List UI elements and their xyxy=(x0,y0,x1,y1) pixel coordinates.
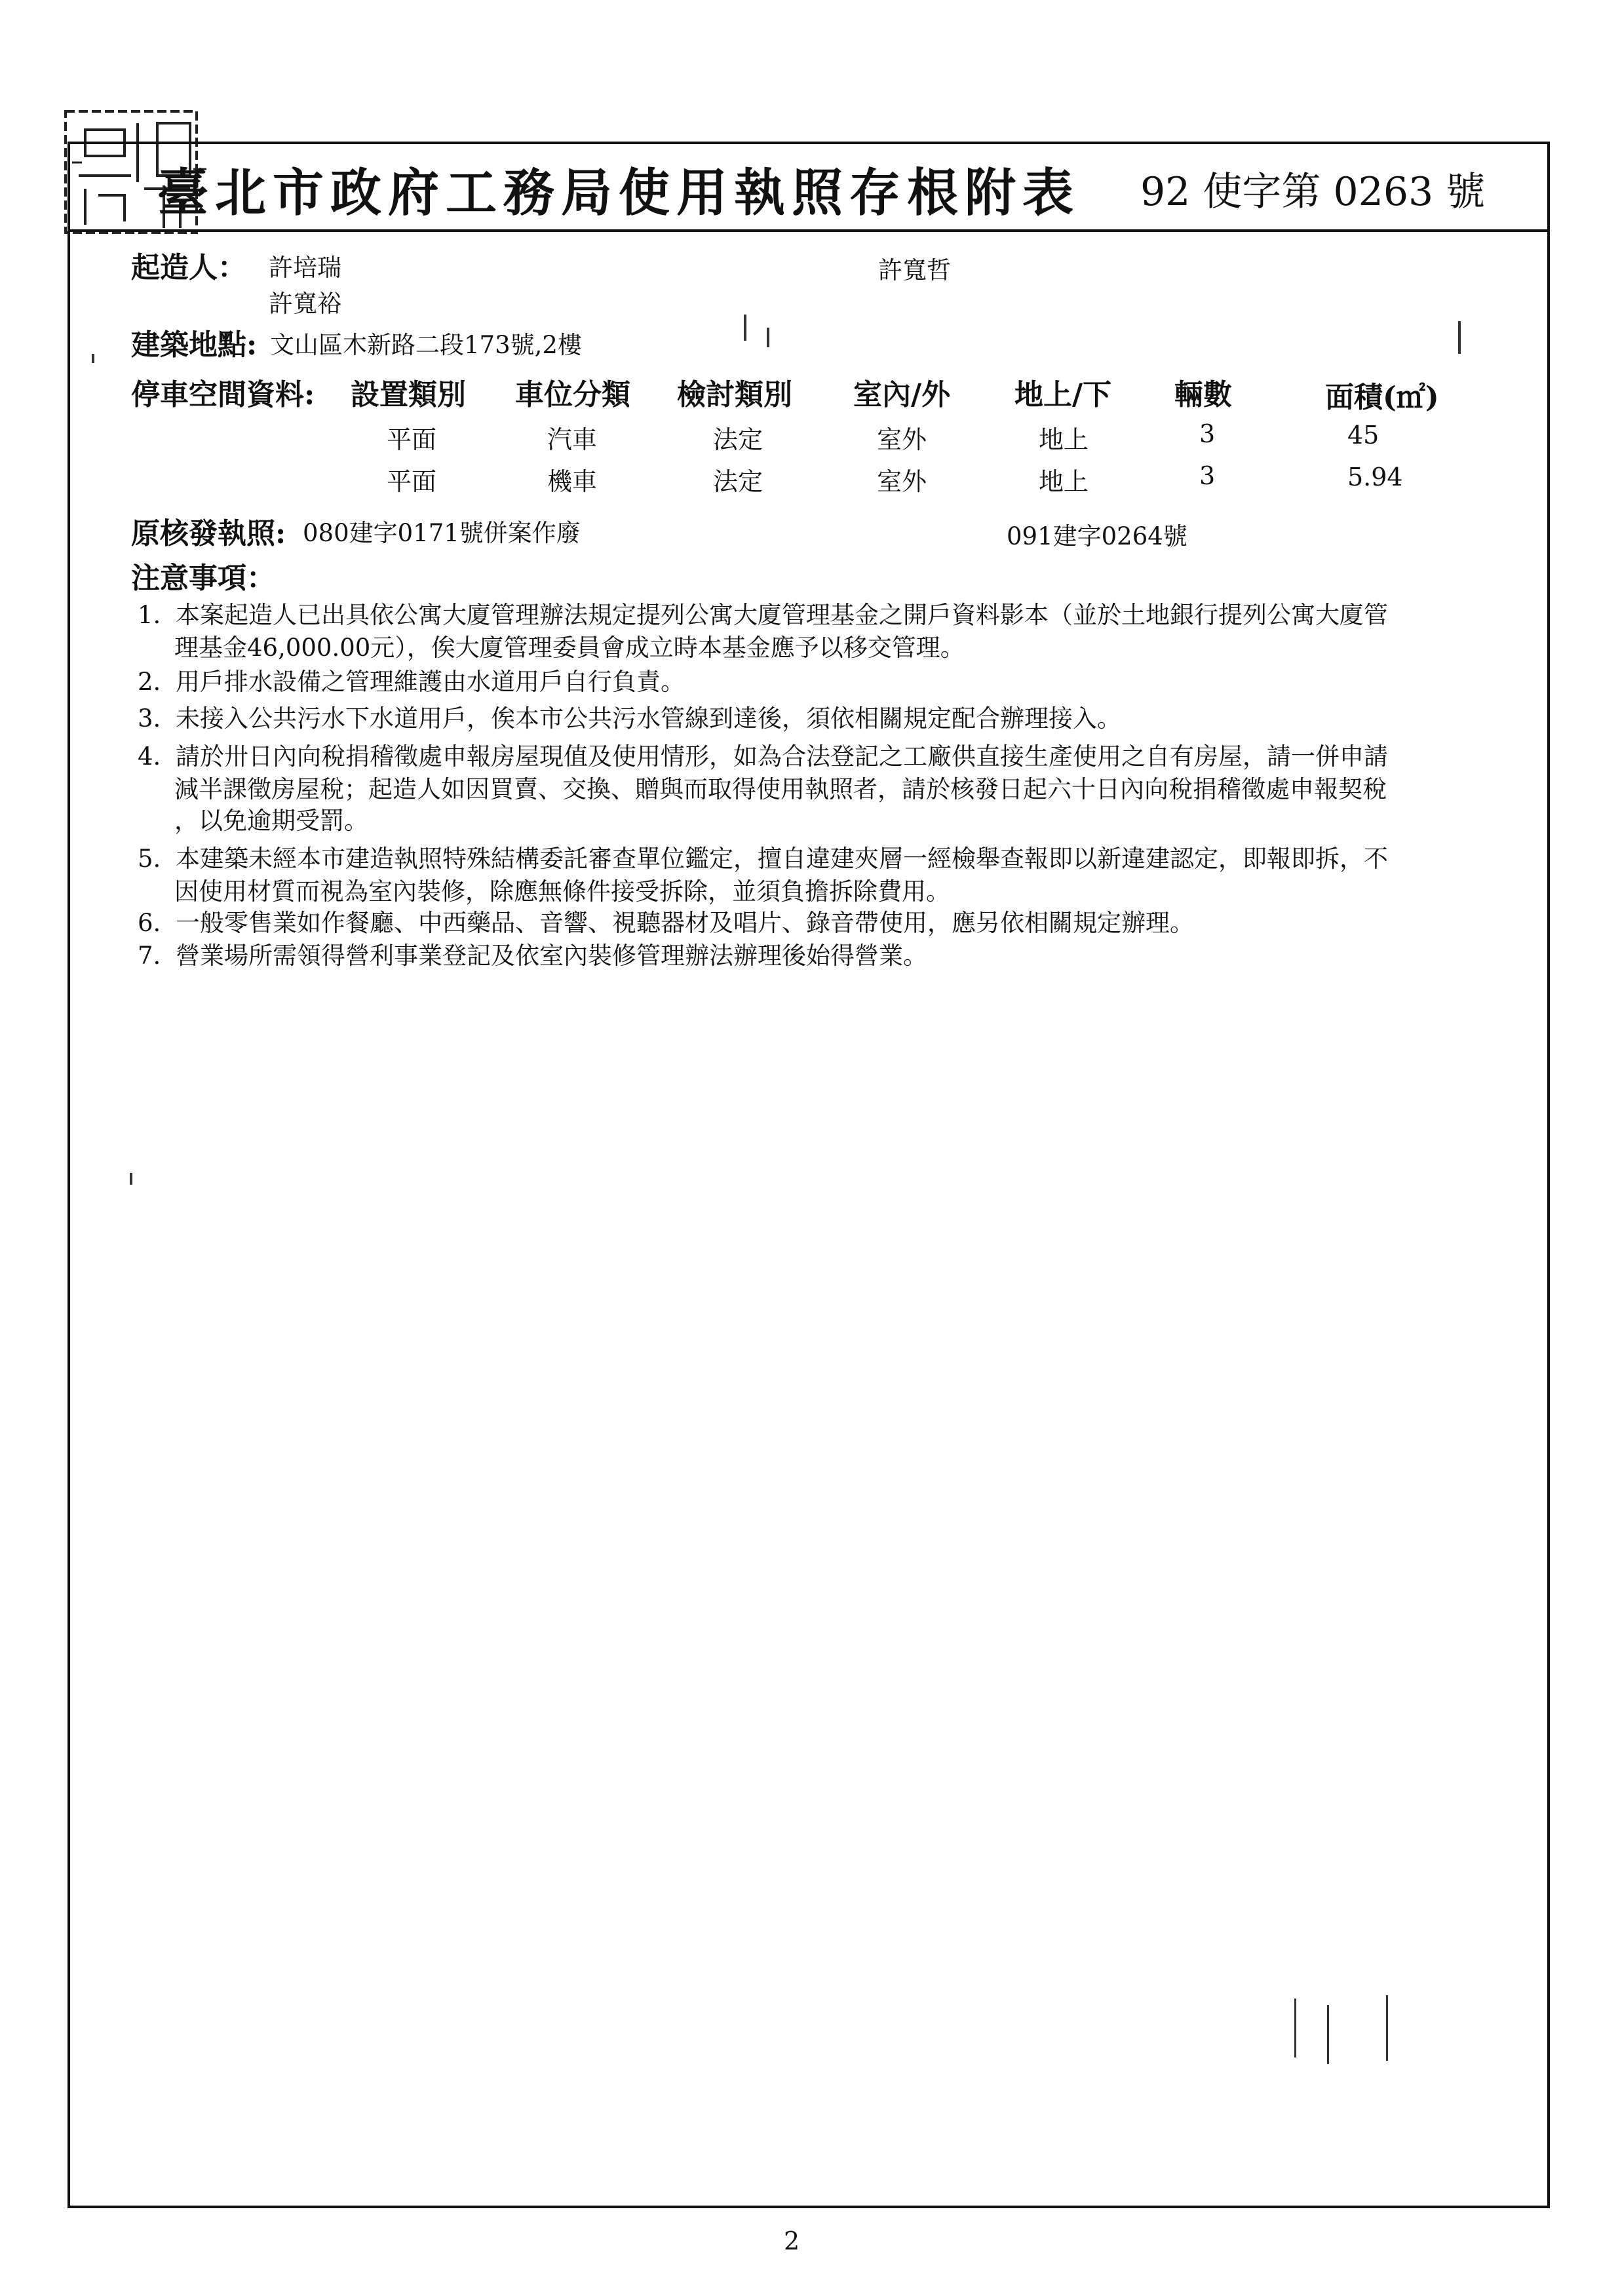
parking-column-header: 設置類別 xyxy=(351,378,466,411)
note-item-continued: 因使用材質而視為室內裝修，除應無條件接受拆除，並須負擔拆除費用。 xyxy=(174,877,950,906)
parking-cell: 平面 xyxy=(387,467,437,496)
scan-speck xyxy=(1327,2005,1329,2064)
scan-speck xyxy=(744,315,746,341)
site-address: 文山區木新路二段173號,2樓 xyxy=(270,331,582,359)
note-item-continued: 減半課徵房屋稅；起造人如因買賣、交換、贈與而取得使用執照者，請於核發日起六十日內向稅捐稽徵處申報契稅 xyxy=(174,775,1387,803)
parking-cell: 地上 xyxy=(1039,467,1089,496)
scan-speck xyxy=(1294,1999,1296,2057)
parking-cell: 平面 xyxy=(387,425,437,454)
note-item: 5. 本建築未經本市建造執照特殊結構委託審查單位鑑定，擅自違建夾層一經檢舉查報即以新違建認定，即報即拆，不 xyxy=(138,845,1388,873)
parking-cell: 法定 xyxy=(713,425,763,454)
page-number: 2 xyxy=(784,2227,800,2255)
parking-cell: 3 xyxy=(1199,461,1216,490)
parking-column-header: 室內/外 xyxy=(853,378,951,411)
parking-cell: 地上 xyxy=(1039,425,1089,454)
scan-speck xyxy=(767,328,769,347)
note-item-continued: ，以免逾期受罰。 xyxy=(174,807,368,835)
parking-cell: 45 xyxy=(1347,421,1379,450)
original-permit-value: 091建字0264號 xyxy=(1007,522,1187,550)
note-item: 1. 本案起造人已出具依公寓大廈管理辦法規定提列公寓大廈管理基金之開戶資料影本（並於土地銀行提列公寓大廈管 xyxy=(138,601,1388,629)
parking-column-header: 輛數 xyxy=(1174,378,1232,411)
parking-column-header: 車位分類 xyxy=(515,378,630,411)
parking-cell: 汽車 xyxy=(547,425,598,454)
parking-cell: 機車 xyxy=(547,467,598,496)
original-permit-value: 080建字0171號併案作廢 xyxy=(303,519,581,547)
note-item: 6. 一般零售業如作餐廳、中西藥品、音響、視聽器材及唱片、錄音帶使用，應另依相關規定辦理。 xyxy=(138,909,1194,937)
applicants-label: 起造人： xyxy=(131,251,246,284)
parking-column-header: 面積(㎡) xyxy=(1325,381,1439,414)
form-title: 臺北市政府工務局使用執照存根附表 xyxy=(157,163,1081,223)
form-border xyxy=(68,142,1550,2208)
applicant-name: 許寬裕 xyxy=(269,290,341,318)
parking-cell: 室外 xyxy=(877,467,927,496)
original-permit-label: 原核發執照: xyxy=(131,517,286,550)
note-item: 2. 用戶排水設備之管理維護由水道用戶自行負責。 xyxy=(138,668,685,696)
parking-cell: 室外 xyxy=(877,425,927,454)
scan-speck xyxy=(1386,1995,1388,2061)
applicant-name: 許培瑞 xyxy=(269,254,341,282)
note-item: 4. 請於卅日內向稅捐稽徵處申報房屋現值及使用情形，如為合法登記之工廠供直接生產使用之自有房屋，請一併申請 xyxy=(138,742,1388,771)
parking-column-header: 檢討類別 xyxy=(677,378,792,411)
site-label: 建築地點: xyxy=(131,328,258,362)
applicant-name: 許寬哲 xyxy=(878,256,951,284)
note-item: 3. 未接入公共污水下水道用戶，俟本市公共污水管線到達後，須依相關規定配合辦理接入。 xyxy=(138,704,1121,733)
title-divider xyxy=(68,229,1550,232)
notes-heading: 注意事項： xyxy=(131,562,275,595)
parking-cell: 5.94 xyxy=(1347,463,1403,491)
parking-column-header: 地上/下 xyxy=(1014,378,1112,411)
note-item: 7. 營業場所需領得營利事業登記及依室內裝修管理辦法辦理後始得營業。 xyxy=(138,942,927,970)
note-item-continued: 理基金46,000.00元），俟大廈管理委員會成立時本基金應予以移交管理。 xyxy=(174,634,965,662)
parking-cell: 法定 xyxy=(713,467,763,496)
scan-speck xyxy=(1458,321,1461,354)
parking-cell: 3 xyxy=(1199,419,1216,448)
scan-speck xyxy=(130,1173,132,1185)
permit-number: 92 使字第 0263 號 xyxy=(1140,169,1486,215)
parking-label: 停車空間資料: xyxy=(131,378,315,411)
scan-speck xyxy=(92,354,94,363)
